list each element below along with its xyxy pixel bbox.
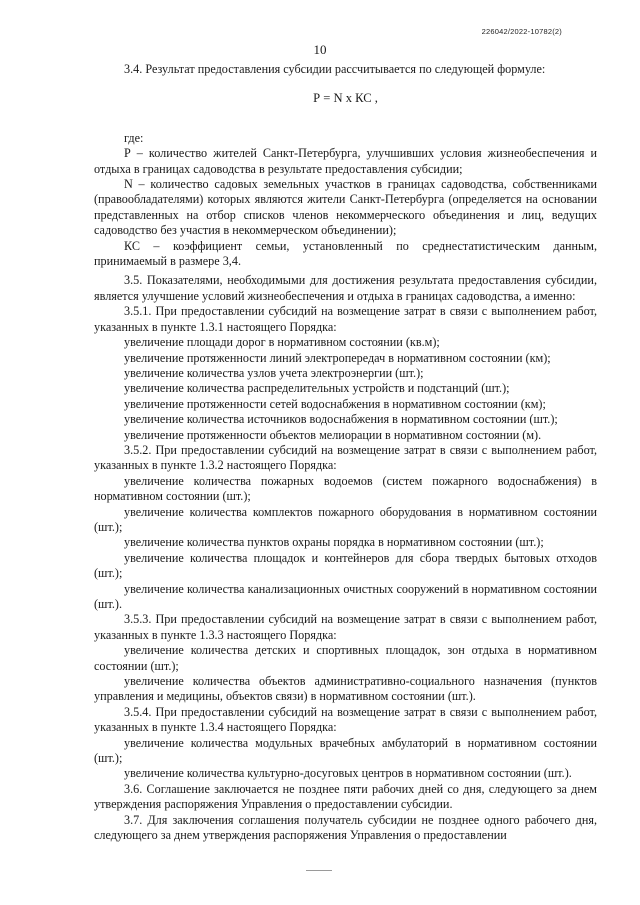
paragraph-3-5-1: 3.5.1. При предоставлении субсидий на возмещение затрат в связи с выполнением работ, указанных в пункте 1.3.1 настоящего Порядка: — [94, 304, 597, 334]
list-item: увеличение количества модульных врачебных амбулаторий в нормативном состоянии (шт.); — [94, 735, 597, 766]
list-item: увеличение количества площадок и контейнеров для сбора твердых бытовых отходов (шт.); — [94, 550, 597, 581]
document-body — [94, 62, 597, 844]
footer-mark — [306, 870, 332, 871]
list-item: увеличение количества детских и спортивных площадок, зон отдыха в нормативном состоянии (шт.); — [94, 643, 597, 673]
formula-definition-n: N – количество садовых земельных участков в границах садоводства, собственниками (правообладателями) которых являются жители Санкт-Петербурга (определяется на основании представленных на отбор списков членов некоммерческого объединения и лиц, ведущих садоводство без участия в некоммерческом объединении); — [94, 177, 597, 238]
formula: Р = N x КС , — [313, 91, 378, 106]
list-item: увеличение количества канализационных очистных сооружений в нормативном состоянии (шт.). — [94, 581, 597, 611]
list-item: увеличение площади дорог в нормативном состоянии (кв.м); — [124, 335, 440, 350]
page-number: 10 — [313, 42, 327, 57]
document-registration-number: 226042/2022-10782(2) — [481, 27, 562, 36]
paragraph-3-5-3: 3.5.3. При предоставлении субсидий на возмещение затрат в связи с выполнением работ, указанных в пункте 1.3.3 настоящего Порядка: — [94, 612, 597, 642]
formula-definition-ks: КС – коэффициент семьи, установленный по среднестатистическим данным, принимаемый в размере 3,4. — [94, 238, 597, 269]
formula-where-label: где: — [124, 130, 144, 145]
list-item: увеличение протяженности линий электропередач в нормативном состоянии (км); — [124, 350, 551, 365]
list-item: увеличение протяженности объектов мелиорации в нормативном состоянии (м). — [124, 427, 542, 442]
list-item: увеличение количества объектов административно-социального назначения (пунктов управления и медицины, объектов связи) в нормативном состоянии (шт.). — [94, 674, 597, 704]
paragraph-3-4: 3.4. Результат предоставления субсидии рассчитывается по следующей формуле: — [124, 62, 546, 76]
list-item: увеличение количества пожарных водоемов (систем пожарного водоснабжения) в нормативном состоянии (шт.); — [94, 473, 597, 504]
list-item: увеличение количества культурно-досуговых центров в нормативном состоянии (шт.). — [124, 766, 572, 781]
list-item: увеличение количества узлов учета электроэнергии (шт.); — [124, 365, 424, 380]
paragraph-3-6: 3.6. Соглашение заключается не позднее пяти рабочих дней со дня, следующего за днем утверждения распоряжения Управления о предоставлении субсидии. — [94, 781, 597, 812]
list-item: увеличение количества распределительных устройств и подстанций (шт.); — [124, 381, 510, 396]
list-item: увеличение количества пунктов охраны порядка в нормативном состоянии (шт.); — [124, 535, 544, 550]
formula-definition-p: Р – количество жителей Санкт-Петербурга, улучшивших условия жизнеобеспечения и отдыха в границах садоводства в результате предоставления субсидии; — [94, 146, 597, 176]
list-item: увеличение количества источников водоснабжения в нормативном состоянии (шт.); — [124, 412, 558, 427]
paragraph-3-5-2: 3.5.2. При предоставлении субсидий на возмещение затрат в связи с выполнением работ, указанных в пункте 1.3.2 настоящего Порядка: — [94, 442, 597, 473]
paragraph-3-5-4: 3.5.4. При предоставлении субсидий на возмещение затрат в связи с выполнением работ, указанных в пункте 1.3.4 настоящего Порядка: — [94, 704, 597, 735]
paragraph-3-7: 3.7. Для заключения соглашения получатель субсидии не позднее одного рабочего дня, следующего за днем утверждения распоряжения Управления о предоставлении — [94, 812, 597, 843]
paragraph-3-5: 3.5. Показателями, необходимыми для достижения результата предоставления субсидии, является улучшение условий жизнеобеспечения и отдыха в границах садоводства, а именно: — [94, 273, 597, 303]
list-item: увеличение протяженности сетей водоснабжения в нормативном состоянии (км); — [124, 396, 546, 411]
list-item: увеличение количества комплектов пожарного оборудования в нормативном состоянии (шт.); — [94, 504, 597, 534]
